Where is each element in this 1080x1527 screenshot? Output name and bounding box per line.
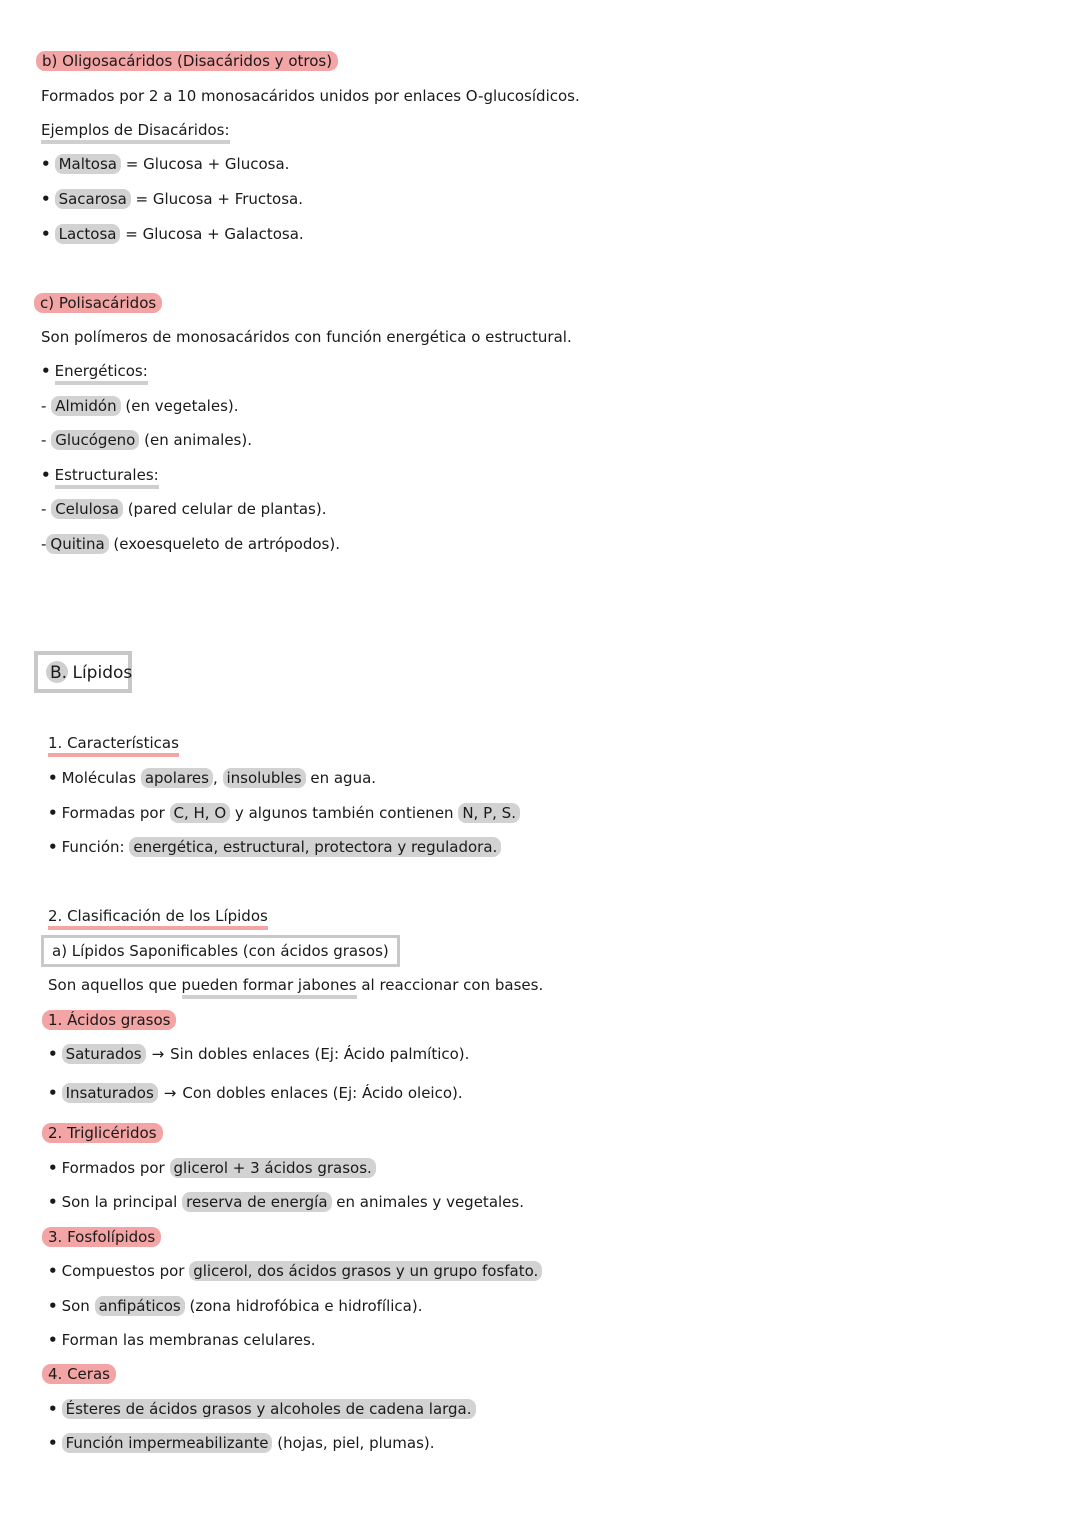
list-item: • Ésteres de ácidos grasos y alcoholes de cadena larga. [48, 1399, 476, 1419]
clasif-heading: 2. Clasificación de los Lípidos [48, 906, 268, 926]
list-item: • Lactosa = Glucosa + Galactosa. [41, 225, 304, 243]
fosfo-heading: 3. Fosfolípidos [42, 1227, 161, 1247]
lipidos-title-box [34, 651, 132, 693]
oligo-definition: Formados por 2 a 10 monosacáridos unidos por enlaces O-glucosídicos. [41, 87, 580, 105]
ceras-heading: 4. Ceras [42, 1364, 116, 1384]
poli-estructurales-label: • Estructurales: [41, 465, 159, 485]
oligo-examples-label: Ejemplos de Disacáridos: [41, 120, 230, 140]
list-item: - Quitina (exoesqueleto de artrópodos). [41, 535, 340, 553]
poli-energeticos-label: • Energéticos: [41, 361, 148, 381]
list-item: • Moléculas apolares , insolubles en agua. [48, 769, 377, 787]
list-item: • Maltosa = Glucosa + Glucosa. [41, 155, 290, 173]
saponificables-definition: Son aquellos que pueden formar jabones al reaccionar con bases. [48, 975, 543, 995]
poli-heading: c) Polisacáridos [34, 293, 162, 313]
list-item: • Sacarosa = Glucosa + Fructosa. [41, 190, 304, 208]
list-item: • Formados por glicerol + 3 ácidos grasos. [48, 1158, 376, 1178]
list-item: • Función: energética, estructural, protectora y reguladora. [48, 837, 501, 857]
list-item: • Formadas por C, H, O y algunos también contienen N, P, S. [48, 803, 520, 823]
poli-definition: Son polímeros de monosacáridos con función energética o estructural. [41, 328, 572, 346]
list-item: • Son anfipáticos (zona hidrofóbica e hidrofílica). [48, 1297, 423, 1315]
trig-heading: 2. Triglicéridos [42, 1123, 163, 1143]
caract-heading: 1. Características [48, 733, 179, 753]
arrow-right-icon: → [151, 1045, 165, 1063]
lipidos-title: B. Lípidos [50, 663, 133, 683]
list-item: • Insaturados → Con dobles enlaces (Ej: Ácido oleico). [48, 1084, 463, 1102]
oligo-heading: b) Oligosacáridos (Disacáridos y otros) [36, 51, 338, 71]
arrow-right-icon: → [163, 1084, 177, 1102]
list-item: • Son la principal reserva de energía en animales y vegetales. [48, 1193, 524, 1211]
list-item: • Saturados → Sin dobles enlaces (Ej: Ácido palmítico). [48, 1045, 470, 1063]
saponificables-box: a) Lípidos Saponificables (con ácidos grasos) [41, 935, 400, 967]
list-item: • Compuestos por glicerol, dos ácidos grasos y un grupo fosfato. [48, 1261, 542, 1281]
list-item: - Celulosa (pared celular de plantas). [41, 500, 327, 518]
acidos-heading: 1. Ácidos grasos [42, 1010, 176, 1030]
list-item: • Forman las membranas celulares. [48, 1331, 316, 1349]
list-item: - Glucógeno (en animales). [41, 431, 252, 449]
list-item: - Almidón (en vegetales). [41, 397, 239, 415]
list-item: • Función impermeabilizante (hojas, piel, plumas). [48, 1434, 435, 1452]
